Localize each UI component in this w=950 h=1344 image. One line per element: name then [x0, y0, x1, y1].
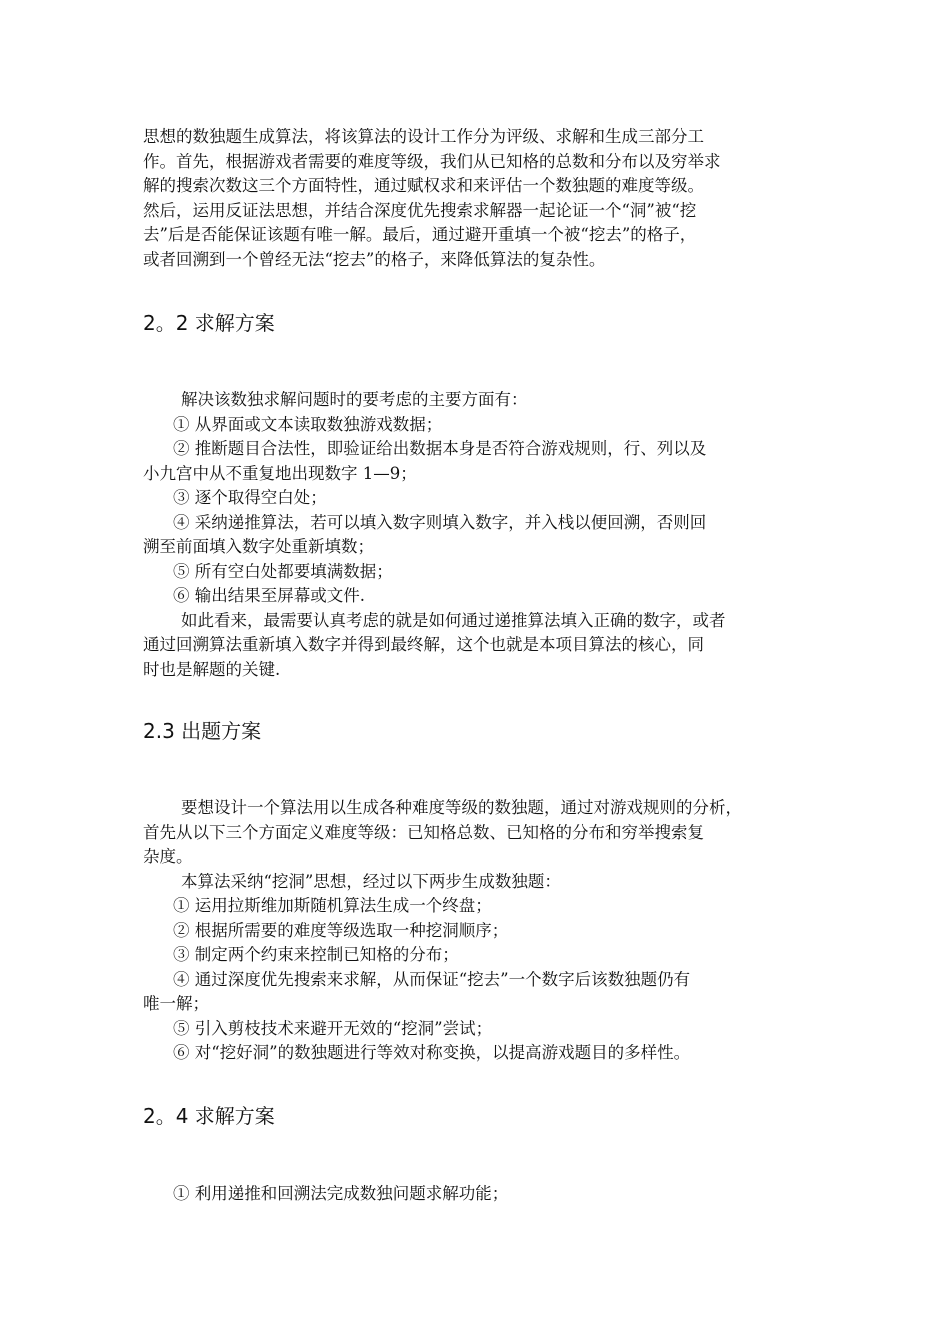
text-line: 去”后是否能保证该题有唯一解。最后，通过避开重填一个被“挖去”的格子， [143, 225, 697, 244]
text-line: 唯一解； [143, 994, 209, 1013]
intro-paragraph [143, 125, 815, 272]
list-item: ⑤ 引入剪枝技术来避开无效的“挖洞”尝试； [173, 1018, 493, 1038]
list-item: ⑥ 对“挖好洞”的数独题进行等效对称变换，以提高游戏题目的多样性。 [173, 1043, 691, 1062]
section-2-3-body [143, 796, 815, 1066]
text-line: 本算法采纳“挖洞”思想，经过以下两步生成数独题： [181, 871, 561, 891]
list-item: ④ 通过深度优先搜索来求解，从而保证“挖去”一个数字后该数独题仍有 [173, 969, 691, 989]
list-item: ② 推断题目合法性，即验证给出数据本身是否符合游戏规则，行、列以及 [173, 439, 707, 458]
text-line: 解决该数独求解问题时的要考虑的主要方面有： [181, 390, 528, 409]
list-item: ⑤ 所有空白处都要填满数据； [173, 561, 393, 581]
text-line: 时也是解题的关键. [143, 659, 281, 679]
text-line: 通过回溯算法重新填入数字并得到最终解，这个也就是本项目算法的核心，同 [143, 635, 704, 654]
list-item: ③ 制定两个约束来控制已知格的分布； [173, 945, 459, 964]
text-line: 如此看来，最需要认真考虑的就是如何通过递推算法填入正确的数字，或者 [181, 610, 726, 630]
list-item: ⑥ 输出结果至屏幕或文件. [173, 586, 365, 605]
section-2-2-body [143, 388, 815, 682]
text-line: 杂度。 [143, 847, 193, 866]
section-2-4-body [143, 1182, 815, 1207]
text-line: 溯至前面填入数字处重新填数； [143, 537, 374, 556]
text-line: 解的搜索次数这三个方面特性，通过赋权求和来评估一个数独题的难度等级。 [143, 176, 704, 195]
list-item: ④ 采纳递推算法，若可以填入数字则填入数字，并入栈以便回溯，否则回 [173, 512, 707, 532]
text-line: 作。首先，根据游戏者需要的难度等级，我们从已知格的总数和分布以及穷举求 [143, 151, 721, 171]
list-item: ③ 逐个取得空白处； [173, 488, 327, 507]
list-item: ① 运用拉斯维加斯随机算法生成一个终盘； [173, 896, 492, 915]
list-item: ② 根据所需要的难度等级选取一种挖洞顺序； [173, 920, 509, 940]
list-item: ① 利用递推和回溯法完成数独问题求解功能； [173, 1184, 509, 1203]
section-heading-2-3: 2.3 出题方案 [143, 719, 262, 743]
text-line: 要想设计一个算法用以生成各种难度等级的数独题，通过对游戏规则的分析， [181, 798, 742, 817]
text-line: 小九宫中从不重复地出现数字 1—9； [143, 463, 417, 483]
text-line: 首先从以下三个方面定义难度等级：已知格总数、已知格的分布和穷举搜索复 [143, 822, 704, 842]
section-heading-2-4: 2。4 求解方案 [143, 1104, 275, 1128]
text-line: 思想的数独题生成算法，将该算法的设计工作分为评级、求解和生成三部分工 [143, 127, 704, 146]
text-line: 然后，运用反证法思想，并结合深度优先搜索求解器一起论证一个“洞”被“挖 [143, 200, 697, 220]
section-heading-2-2: 2。2 求解方案 [143, 311, 275, 335]
text-line: 或者回溯到一个曾经无法“挖去”的格子，来降低算法的复杂性。 [143, 249, 606, 269]
list-item: ① 从界面或文本读取数独游戏数据； [173, 414, 443, 434]
